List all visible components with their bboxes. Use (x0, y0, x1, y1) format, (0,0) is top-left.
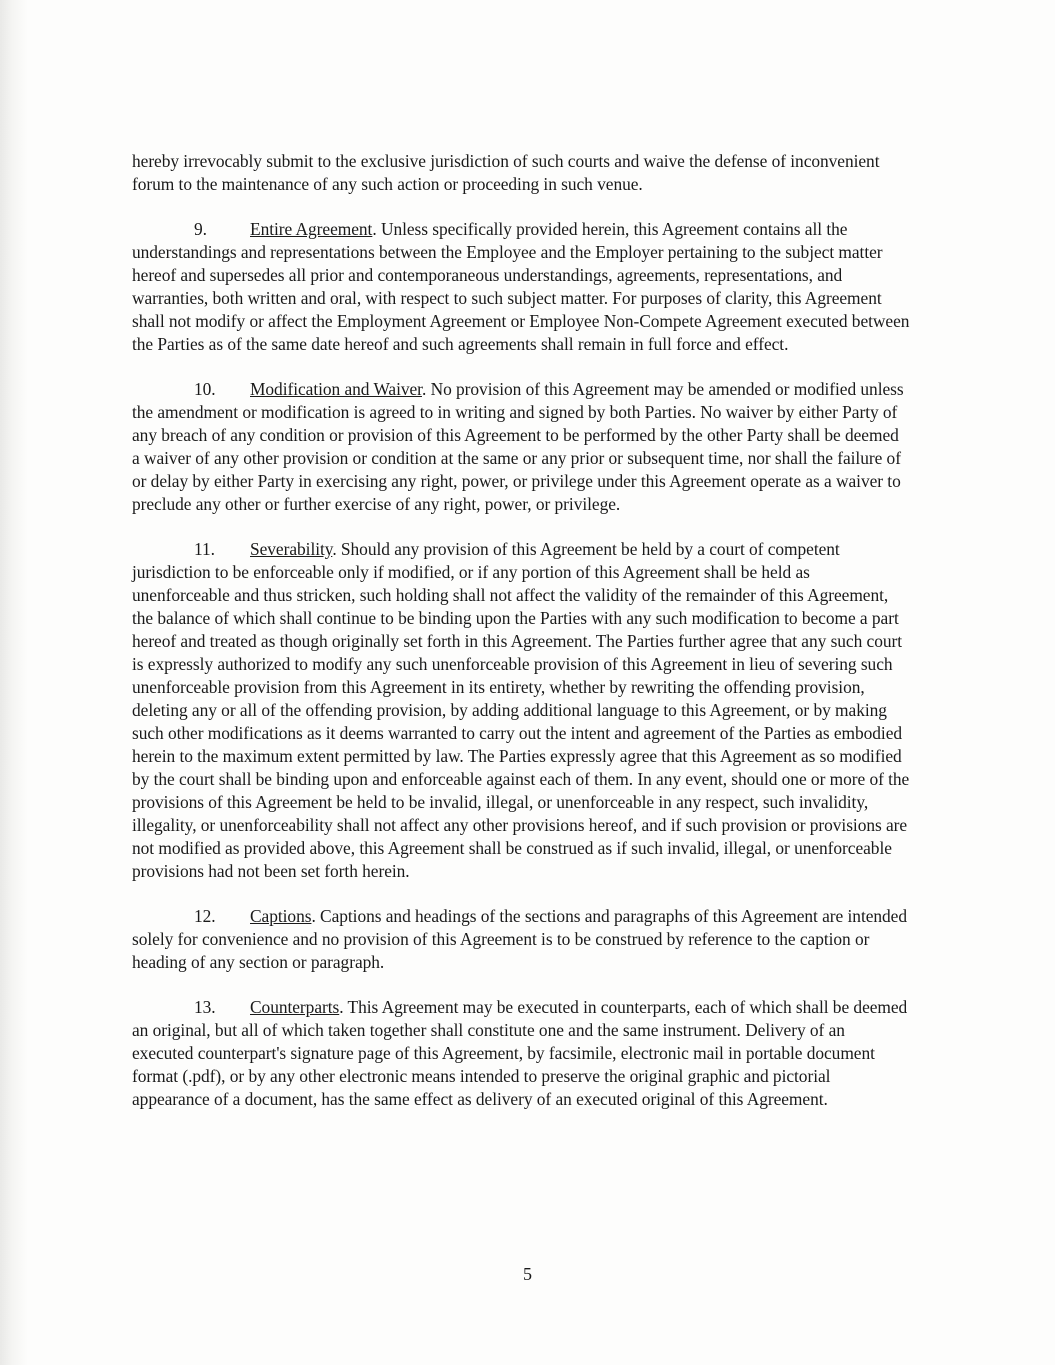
section-body: . No provision of this Agreement may be amended or modified unless the amendment or modification is agreed to in writing and signed by both Parties. No waiver by either Party of any breach of any condition or provision of this Agreement to be performed by the other Party shall be deemed a waiver of any other provision or condition at the same or any prior or subsequent time, nor shall the failure of or delay by either Party in exercising any right, power, or privilege under this Agreement operate as a waiver to preclude any other or further exercise of any right, power, or privilege. (132, 379, 904, 514)
section-number: 10. (194, 379, 216, 399)
section-10-paragraph (132, 378, 910, 516)
section-number: 11. (194, 539, 215, 559)
section-body: . Unless specifically provided herein, this Agreement contains all the understandings and representations between the Employee and the Employer pertaining to the subject matter hereof and supersedes all prior and contemporaneous understandings, agreements, representations, and warranties, both written and oral, with respect to such subject matter. For purposes of clarity, this Agreement shall not modify or affect the Employment Agreement or Employee Non-Compete Agreement executed between the Parties as of the same date hereof and such agreements shall remain in full force and effect. (132, 219, 910, 354)
document-body (132, 150, 910, 1133)
section-heading: Modification and Waiver (250, 379, 422, 399)
section-body: . Captions and headings of the sections and paragraphs of this Agreement are intended solely for convenience and no provision of this Agreement is to be construed by reference to the caption or heading of any section or paragraph. (132, 906, 907, 972)
section-number: 13. (194, 997, 216, 1017)
section-13-paragraph (132, 996, 910, 1111)
section-body: . Should any provision of this Agreement be held by a court of competent jurisdiction to be enforceable only if modified, or if any portion of this Agreement shall be held as unenforceable and thus stricken, such holding shall not affect the validity of the remainder of this Agreement, the balance of which shall continue to be binding upon the Parties with any such modification to become a part hereof and treated as though originally set forth in this Agreement. The Parties further agree that any such court is expressly authorized to modify any such unenforceable provision of this Agreement in lieu of severing such unenforceable provision from this Agreement in its entirety, whether by rewriting the offending provision, deleting any or all of the offending provision, by adding additional language to this Agreement, or by making such other modifications as it deems warranted to carry out the intent and agreement of the Parties as embodied herein to the maximum extent permitted by law. The Parties expressly agree that this Agreement as so modified by the court shall be binding upon and enforceable against each of them. In any event, should one or more of the provisions of this Agreement be held to be invalid, illegal, or unenforceable in any respect, such invalidity, illegality, or unenforceability shall not affect any other provisions hereof, and if such provision or provisions are not modified as provided above, this Agreement shall be construed as if such invalid, illegal, or unenforceable provisions had not been set forth herein. (132, 539, 910, 881)
section-11-paragraph (132, 538, 910, 883)
section-12-paragraph (132, 905, 910, 974)
section-body: . This Agreement may be executed in counterparts, each of which shall be deemed an original, but all of which taken together shall constitute one and the same instrument. Delivery of an executed counterpart's signature page of this Agreement, by facsimile, electronic mail in portable document format (.pdf), or by any other electronic means intended to preserve the original graphic and pictorial appearance of a document, has the same effect as delivery of an executed original of this Agreement. (132, 997, 908, 1109)
section-9-paragraph (132, 218, 910, 356)
section-heading: Captions (250, 906, 312, 926)
section-number: 12. (194, 906, 216, 926)
section-heading: Severability (250, 539, 333, 559)
section-heading: Counterparts (250, 997, 340, 1017)
page-number: 5 (523, 1264, 532, 1284)
section-heading: Entire Agreement (250, 219, 373, 239)
intro-paragraph: hereby irrevocably submit to the exclusive jurisdiction of such courts and waive the defense of inconvenient forum to the maintenance of any such action or proceeding in such venue. (132, 151, 880, 194)
section-number: 9. (194, 219, 207, 239)
scan-edge-shadow (0, 0, 28, 1365)
